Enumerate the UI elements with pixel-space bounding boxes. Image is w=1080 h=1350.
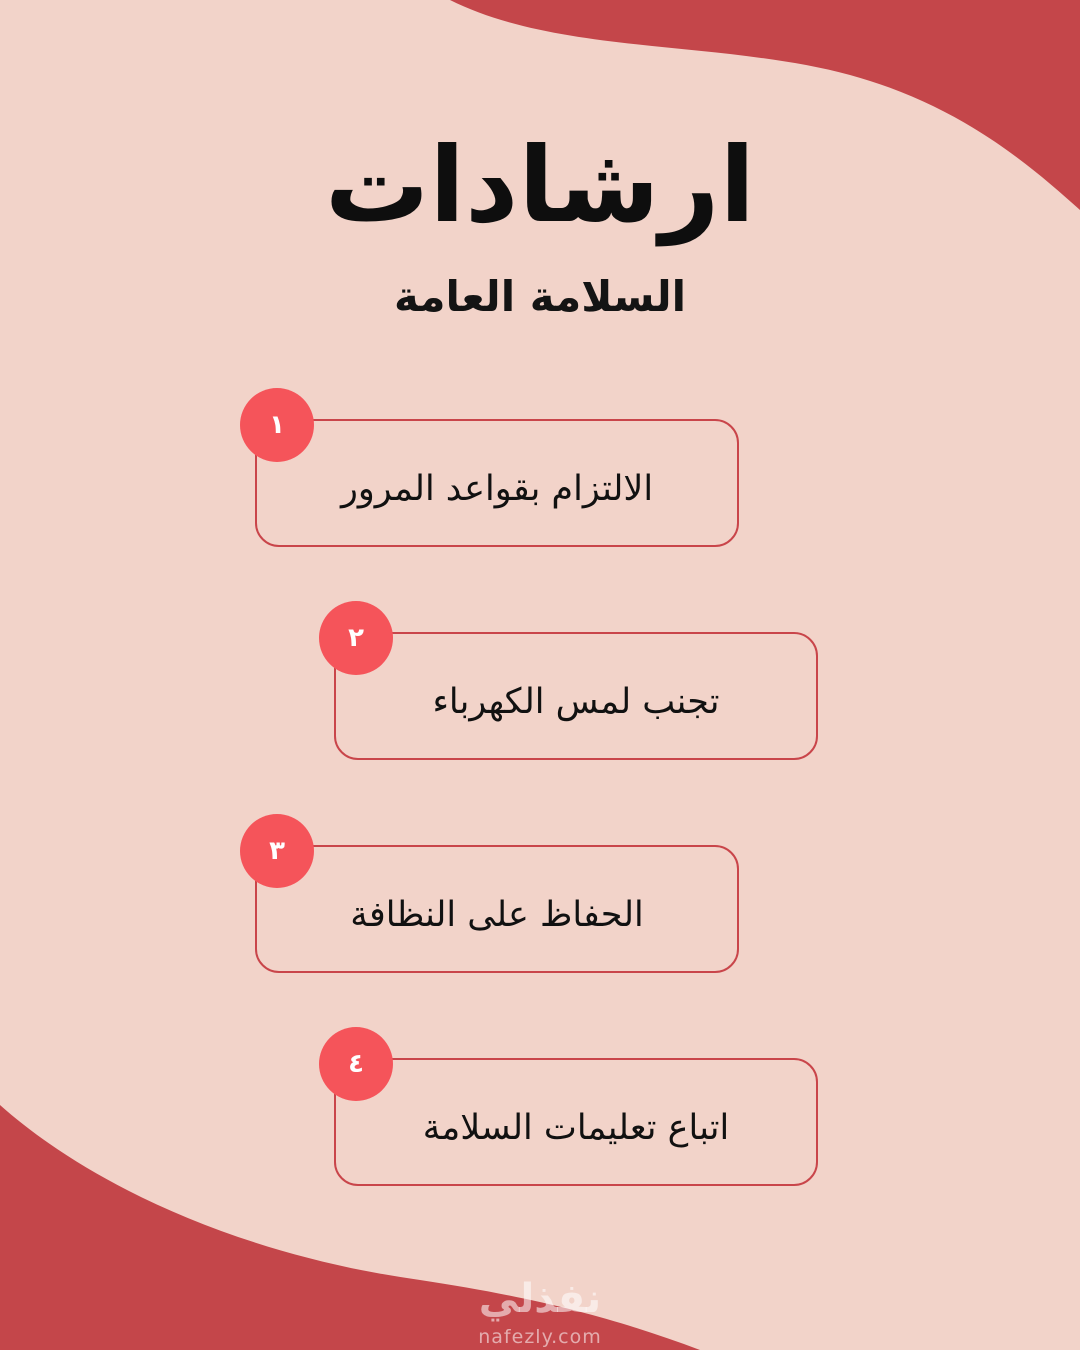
guideline-text: تجنب لمس الكهرباء <box>432 682 720 722</box>
guideline-text: الالتزام بقواعد المرور <box>340 469 654 509</box>
guideline-card-1 <box>255 419 739 547</box>
number-badge-2: ٢ <box>319 601 393 675</box>
number-badge-1: ١ <box>240 388 314 462</box>
guideline-card-4 <box>334 1058 818 1186</box>
page-title: ارشادات <box>324 124 756 246</box>
guideline-text: الحفاظ على النظافة <box>350 895 644 935</box>
guideline-card-3 <box>255 845 739 973</box>
page-subtitle: السلامة العامة <box>393 272 686 321</box>
guideline-text: اتباع تعليمات السلامة <box>422 1108 730 1148</box>
watermark-url: nafezly.com <box>478 1326 602 1348</box>
number-badge-3: ٣ <box>240 814 314 888</box>
number-badge-4: ٤ <box>319 1027 393 1101</box>
watermark-logo: نفذلي <box>478 1276 602 1322</box>
guideline-card-2 <box>334 632 818 760</box>
